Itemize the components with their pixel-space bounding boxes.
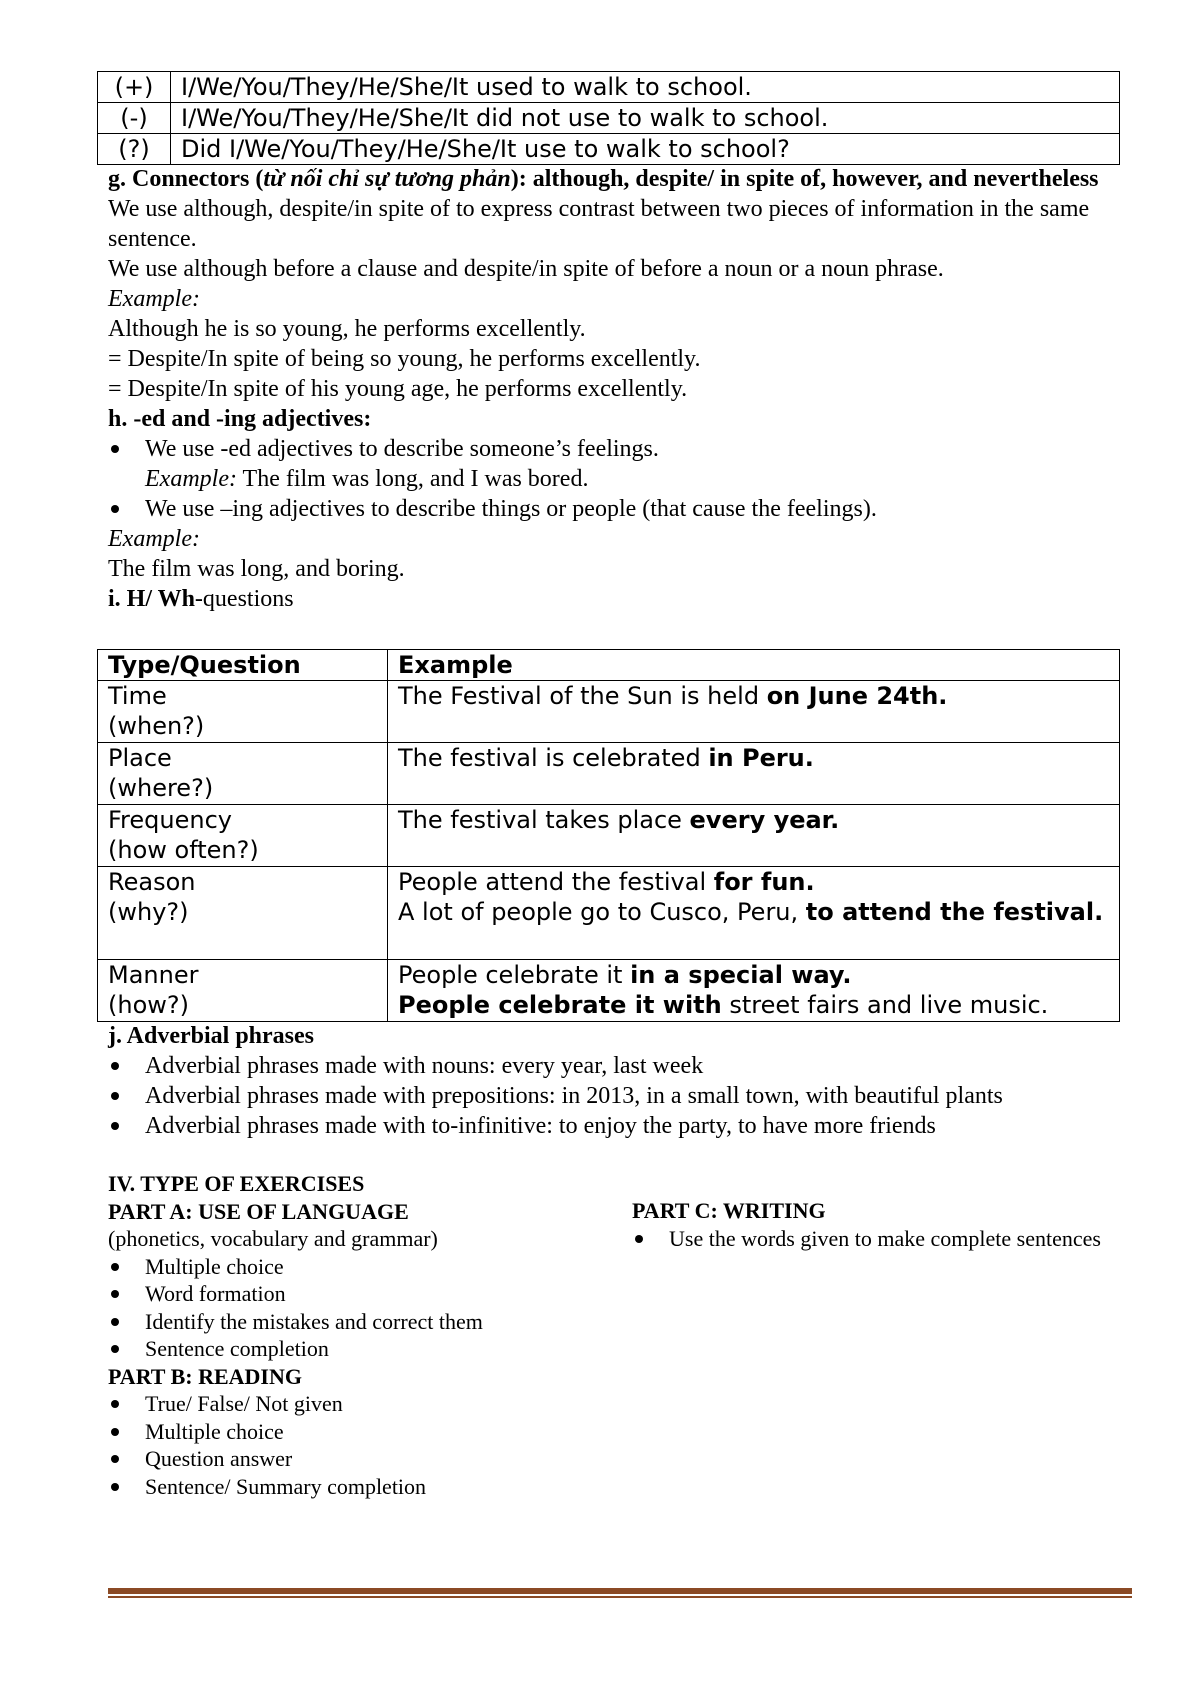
list-item: Adverbial phrases made with to-infinitive: to enjoy the party, to have more friends [108, 1111, 1124, 1141]
part-b-heading: PART B: READING [108, 1363, 302, 1389]
example-sentence: Although he is so young, he performs excellently. [108, 316, 586, 342]
usage-sentence: I/We/You/They/He/She/It used to walk to school. [171, 72, 1120, 103]
example-label: Example: [108, 286, 200, 312]
list-item: Sentence/ Summary completion [108, 1473, 628, 1501]
example-sentence: = Despite/In spite of his young age, he performs excellently. [108, 376, 688, 402]
sign-negative: (-) [98, 103, 171, 134]
adverbial-phrases-section [108, 1021, 1124, 1141]
exercise-types [108, 1170, 628, 1500]
question-type: Time (when?) [98, 681, 388, 743]
list-item: Identify the mistakes and correct them [108, 1308, 628, 1336]
question-example: The Festival of the Sun is held on June 24th. [388, 681, 1120, 743]
list-item: Adverbial phrases made with prepositions: in 2013, in a small town, with beautiful plants [108, 1081, 1124, 1111]
question-example: People celebrate it in a special way. People celebrate it with street fairs and live music. [388, 960, 1120, 1022]
exercise-column-left [108, 1170, 628, 1500]
exercise-column-right [632, 1197, 1132, 1252]
table-row [98, 805, 1120, 867]
question-example: People attend the festival for fun. A lot of people go to Cusco, Peru, to attend the festival. [388, 867, 1120, 960]
footer-rule-thin [108, 1596, 1132, 1598]
part-a-heading: PART A: USE OF LANGUAGE [108, 1198, 409, 1224]
paragraph: We use although, despite/in spite of to express contrast between two pieces of information in the same sentence. [108, 196, 1090, 252]
question-type: Place (where?) [98, 743, 388, 805]
heading-exercises: IV. TYPE OF EXERCISES [108, 1171, 365, 1196]
part-c-list [632, 1225, 1132, 1253]
usage-sentence: Did I/We/You/They/He/She/It use to walk to school? [171, 134, 1120, 165]
adjective-rules [108, 494, 1124, 524]
table-row [98, 681, 1120, 743]
heading-wh-questions: i. H/ Wh-questions [108, 586, 294, 612]
question-example: The festival is celebrated in Peru. [388, 743, 1120, 805]
example-sentence: Example: The film was long, and I was bored. [145, 466, 589, 492]
part-c-heading: PART C: WRITING [632, 1198, 826, 1223]
question-type: Manner (how?) [98, 960, 388, 1022]
column-header: Example [388, 650, 1120, 681]
adverbial-list [108, 1051, 1124, 1141]
example-sentence: = Despite/In spite of being so young, he performs excellently. [108, 346, 701, 372]
list-item: Use the words given to make complete sentences [632, 1225, 1132, 1253]
sign-positive: (+) [98, 72, 171, 103]
part-a-list [108, 1253, 628, 1363]
table-row [98, 134, 1120, 165]
column-header: Type/Question [98, 650, 388, 681]
table-header-row [98, 650, 1120, 681]
heading-connectors: g. Connectors (từ nối chỉ sự tương phản): although, despite/ in spite of, however, and nevertheless [108, 166, 1099, 192]
question-example: The festival takes place every year. [388, 805, 1120, 867]
list-item: We use –ing adjectives to describe things or people (that cause the feelings). [108, 494, 1124, 524]
usage-sentence: I/We/You/They/He/She/It did not use to walk to school. [171, 103, 1120, 134]
table-row [98, 960, 1120, 1022]
heading-adjectives: h. -ed and -ing adjectives: [108, 406, 372, 432]
used-to-table [97, 71, 1120, 165]
table-row [98, 72, 1120, 103]
footer-rule [108, 1588, 1132, 1594]
table-row [98, 867, 1120, 960]
part-a-subtitle: (phonetics, vocabulary and grammar) [108, 1226, 438, 1251]
question-type: Frequency (how often?) [98, 805, 388, 867]
paragraph: We use although before a clause and despite/in spite of before a noun or a noun phrase. [108, 256, 944, 282]
table-row [98, 103, 1120, 134]
sign-question: (?) [98, 134, 171, 165]
list-item: True/ False/ Not given [108, 1390, 628, 1418]
part-b-list [108, 1390, 628, 1500]
list-item: Multiple choice [108, 1253, 628, 1281]
example-label: Example: [108, 526, 200, 552]
adjective-rules [108, 434, 1124, 464]
list-item: Word formation [108, 1280, 628, 1308]
list-item: Adverbial phrases made with nouns: every year, last week [108, 1051, 1124, 1081]
list-item: Multiple choice [108, 1418, 628, 1446]
question-type: Reason (why?) [98, 867, 388, 960]
list-item: We use -ed adjectives to describe someone’s feelings. [108, 434, 1124, 464]
wh-questions-table [97, 649, 1120, 1022]
heading-adverbial-phrases: j. Adverbial phrases [108, 1023, 315, 1049]
example-sentence: The film was long, and boring. [108, 556, 405, 582]
grammar-notes [108, 164, 1124, 614]
list-item: Sentence completion [108, 1335, 628, 1363]
list-item: Question answer [108, 1445, 628, 1473]
table-row [98, 743, 1120, 805]
